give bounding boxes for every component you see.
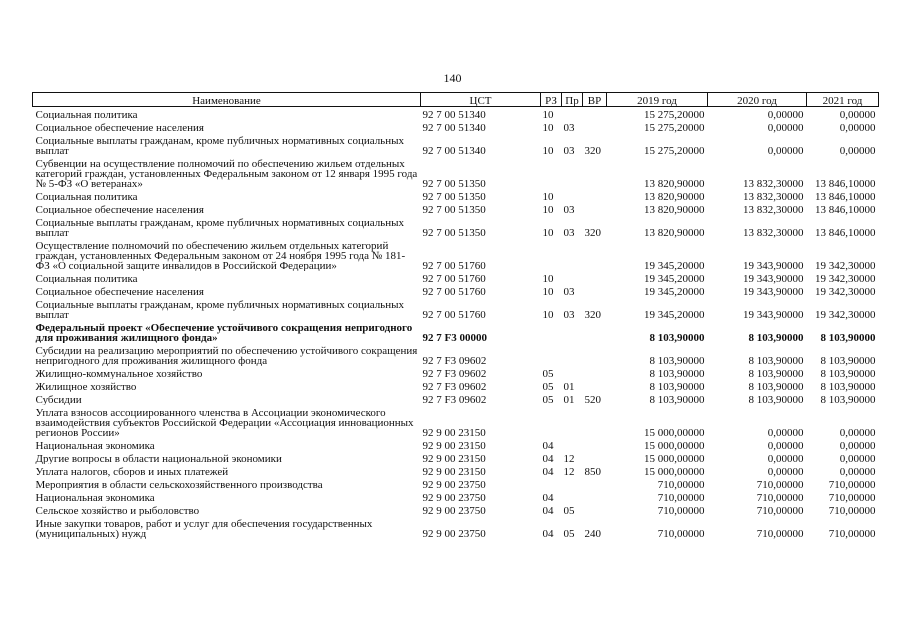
cell-name: Жилищно-коммунальное хозяйство [35, 368, 203, 379]
cell-2021: 13 846,10000 [815, 227, 876, 238]
cell-2019: 13 820,90000 [644, 204, 705, 215]
header-vr: ВР [583, 93, 607, 107]
cell-vr [583, 366, 607, 379]
cell-name: Социальная политика [35, 191, 138, 202]
cell-name: Осуществление полномочий по обеспечению жильем отдельных категорий граждан, установленных Федеральным законом от 24 ноября 1995 года № 181-ФЗ «О социальной защите инвалидов в Российской Федерации» [35, 240, 406, 271]
cell-2020: 19 343,90000 [743, 273, 804, 284]
cell-rz [541, 320, 562, 343]
cell-2019: 19 345,20000 [644, 286, 705, 297]
cell-rz [541, 477, 562, 490]
cell-2019: 15 275,20000 [644, 122, 705, 133]
cell-cst: 92 7 F3 09602 [422, 355, 487, 366]
cell-rz: 10 [542, 204, 554, 215]
cell-vr [583, 156, 607, 189]
cell-name: Уплата взносов ассоциированного членства в Ассоциации экономического взаимодействия субъектов Российской Федерации «Ассоциация инновационных регионов России» [35, 407, 414, 438]
cell-2020: 13 832,30000 [743, 227, 804, 238]
cell-pr [562, 405, 583, 438]
cell-pr [562, 156, 583, 189]
cell-pr: 05 [563, 505, 575, 516]
cell-vr [583, 320, 607, 343]
table-row [33, 343, 879, 366]
cell-2021: 710,00000 [828, 528, 876, 539]
table-header [33, 93, 879, 107]
cell-vr [583, 451, 607, 464]
cell-2019: 710,00000 [657, 528, 705, 539]
table-row [33, 156, 879, 189]
header-2021: 2021 год [807, 93, 879, 107]
cell-2019: 19 345,20000 [644, 309, 705, 320]
header-2019: 2019 год [607, 93, 708, 107]
cell-vr [583, 271, 607, 284]
table-row [33, 379, 879, 392]
cell-rz: 10 [542, 227, 554, 238]
cell-2020: 0,00000 [767, 122, 804, 133]
cell-2020: 710,00000 [756, 479, 804, 490]
cell-vr: 520 [584, 394, 601, 405]
cell-rz [541, 156, 562, 189]
cell-rz: 05 [542, 394, 554, 405]
cell-vr [583, 120, 607, 133]
cell-name: Субсидии [35, 394, 82, 405]
cell-vr [583, 477, 607, 490]
cell-2020: 710,00000 [756, 492, 804, 503]
header-name: Наименование [33, 93, 421, 107]
cell-name: Социальные выплаты гражданам, кроме публичных нормативных социальных выплат [35, 135, 404, 156]
cell-cst: 92 7 00 51340 [422, 122, 486, 133]
cell-vr: 320 [584, 309, 601, 320]
cell-vr: 320 [584, 145, 601, 156]
cell-cst: 92 9 00 23150 [422, 453, 486, 464]
cell-2020: 8 103,90000 [748, 332, 804, 343]
cell-pr [562, 477, 583, 490]
cell-name: Социальное обеспечение населения [35, 122, 204, 133]
cell-rz: 10 [542, 286, 554, 297]
table-body [33, 107, 879, 540]
cell-name: Мероприятия в области сельскохозяйственного производства [35, 479, 323, 490]
cell-cst: 92 7 00 51760 [422, 260, 486, 271]
cell-2020: 19 343,90000 [743, 260, 804, 271]
cell-2019: 13 820,90000 [644, 191, 705, 202]
cell-cst: 92 7 00 51340 [422, 109, 486, 120]
cell-2021: 8 103,90000 [820, 355, 876, 366]
table-row [33, 516, 879, 539]
cell-2021: 13 846,10000 [815, 178, 876, 189]
cell-2020: 8 103,90000 [748, 355, 804, 366]
cell-rz [541, 343, 562, 366]
cell-pr: 01 [563, 381, 575, 392]
cell-rz: 04 [542, 453, 554, 464]
cell-pr: 03 [563, 286, 575, 297]
cell-pr: 03 [563, 122, 575, 133]
cell-2019: 8 103,90000 [649, 381, 705, 392]
cell-name: Уплата налогов, сборов и иных платежей [35, 466, 229, 477]
cell-vr [583, 189, 607, 202]
cell-pr: 03 [563, 145, 575, 156]
table-row [33, 120, 879, 133]
table-row [33, 490, 879, 503]
header-pr: Пр [562, 93, 583, 107]
cell-2020: 13 832,30000 [743, 204, 804, 215]
cell-rz: 05 [542, 368, 554, 379]
cell-2021: 13 846,10000 [815, 204, 876, 215]
cell-vr [583, 107, 607, 121]
cell-pr: 03 [563, 227, 575, 238]
cell-cst: 92 7 F3 00000 [422, 332, 487, 343]
cell-rz: 04 [542, 492, 554, 503]
cell-cst: 92 9 00 23150 [422, 440, 486, 451]
table-row [33, 284, 879, 297]
cell-name: Социальное обеспечение населения [35, 204, 204, 215]
cell-2021: 19 342,30000 [815, 273, 876, 284]
cell-2021: 0,00000 [839, 145, 876, 156]
cell-2019: 19 345,20000 [644, 260, 705, 271]
table-row [33, 405, 879, 438]
cell-vr [583, 503, 607, 516]
cell-2020: 8 103,90000 [748, 368, 804, 379]
cell-rz: 04 [542, 440, 554, 451]
cell-2021: 8 103,90000 [820, 368, 876, 379]
cell-2020: 13 832,30000 [743, 178, 804, 189]
cell-2019: 8 103,90000 [649, 368, 705, 379]
table-row [33, 238, 879, 271]
cell-2019: 15 000,00000 [644, 427, 705, 438]
cell-2021: 19 342,30000 [815, 260, 876, 271]
cell-2019: 15 000,00000 [644, 453, 705, 464]
cell-name: Другие вопросы в области национальной экономики [35, 453, 282, 464]
cell-name: Социальная политика [35, 109, 138, 120]
cell-2020: 710,00000 [756, 505, 804, 516]
cell-pr: 12 [563, 453, 575, 464]
cell-2020: 8 103,90000 [748, 394, 804, 405]
cell-vr: 850 [584, 466, 601, 477]
cell-vr [583, 284, 607, 297]
cell-2019: 8 103,90000 [649, 355, 705, 366]
cell-cst: 92 7 00 51340 [422, 145, 486, 156]
cell-cst: 92 9 00 23750 [422, 492, 486, 503]
header-cst: ЦСТ [421, 93, 541, 107]
table-row [33, 392, 879, 405]
cell-2020: 0,00000 [767, 145, 804, 156]
cell-cst: 92 9 00 23750 [422, 479, 486, 490]
cell-2020: 19 343,90000 [743, 309, 804, 320]
cell-rz: 10 [542, 145, 554, 156]
cell-2020: 13 832,30000 [743, 191, 804, 202]
cell-vr [583, 238, 607, 271]
cell-name: Национальная экономика [35, 492, 155, 503]
cell-rz: 04 [542, 466, 554, 477]
cell-pr: 12 [563, 466, 575, 477]
cell-cst: 92 9 00 23750 [422, 528, 486, 539]
cell-2019: 13 820,90000 [644, 227, 705, 238]
cell-cst: 92 9 00 23150 [422, 427, 486, 438]
cell-pr: 05 [563, 528, 575, 539]
cell-rz: 05 [542, 381, 554, 392]
cell-2021: 13 846,10000 [815, 191, 876, 202]
cell-pr [562, 438, 583, 451]
cell-name: Федеральный проект «Обеспечение устойчивого сокращения непригодного для проживания жилищного фонда» [35, 322, 413, 343]
cell-pr [562, 366, 583, 379]
header-rz: РЗ [541, 93, 562, 107]
cell-2020: 0,00000 [767, 109, 804, 120]
cell-2020: 19 343,90000 [743, 286, 804, 297]
cell-rz: 10 [542, 273, 554, 284]
cell-2020: 710,00000 [756, 528, 804, 539]
cell-cst: 92 9 00 23150 [422, 466, 486, 477]
cell-vr [583, 379, 607, 392]
table-row [33, 451, 879, 464]
cell-cst: 92 7 00 51350 [422, 191, 486, 202]
cell-vr [583, 438, 607, 451]
cell-cst: 92 7 00 51760 [422, 309, 486, 320]
cell-pr: 03 [563, 204, 575, 215]
cell-2021: 0,00000 [839, 466, 876, 477]
cell-2019: 13 820,90000 [644, 178, 705, 189]
cell-2020: 0,00000 [767, 453, 804, 464]
cell-2021: 8 103,90000 [820, 332, 876, 343]
cell-2019: 710,00000 [657, 492, 705, 503]
cell-2019: 15 275,20000 [644, 145, 705, 156]
cell-2021: 19 342,30000 [815, 286, 876, 297]
cell-cst: 92 7 00 51760 [422, 273, 486, 284]
cell-2019: 8 103,90000 [649, 394, 705, 405]
cell-2021: 0,00000 [839, 109, 876, 120]
cell-vr [583, 490, 607, 503]
cell-cst: 92 7 F3 09602 [422, 368, 487, 379]
cell-cst: 92 9 00 23750 [422, 505, 486, 516]
cell-2019: 710,00000 [657, 479, 705, 490]
cell-cst: 92 7 00 51350 [422, 204, 486, 215]
table-row [33, 133, 879, 156]
cell-rz: 10 [542, 122, 554, 133]
cell-pr [562, 271, 583, 284]
cell-name: Социальные выплаты гражданам, кроме публичных нормативных социальных выплат [35, 217, 404, 238]
table-row [33, 297, 879, 320]
cell-name: Национальная экономика [35, 440, 155, 451]
cell-2021: 19 342,30000 [815, 309, 876, 320]
cell-pr [562, 343, 583, 366]
cell-pr [562, 238, 583, 271]
cell-name: Жилищное хозяйство [35, 381, 137, 392]
cell-cst: 92 7 00 51350 [422, 227, 486, 238]
table-row [33, 320, 879, 343]
cell-2021: 0,00000 [839, 440, 876, 451]
cell-pr [562, 490, 583, 503]
cell-rz [541, 238, 562, 271]
cell-2021: 710,00000 [828, 492, 876, 503]
cell-name: Социальное обеспечение населения [35, 286, 204, 297]
cell-name: Субвенции на осуществление полномочий по обеспечению жильем отдельных категорий граждан, установленных Федеральным законом от 12 января 1995 года № 5-ФЗ «О ветеранах» [35, 158, 418, 189]
cell-rz: 10 [542, 109, 554, 120]
cell-2021: 8 103,90000 [820, 381, 876, 392]
table-row [33, 438, 879, 451]
table-row [33, 271, 879, 284]
cell-2020: 0,00000 [767, 466, 804, 477]
cell-2021: 0,00000 [839, 453, 876, 464]
cell-vr [583, 202, 607, 215]
cell-pr [562, 107, 583, 121]
cell-2021: 710,00000 [828, 505, 876, 516]
cell-vr [583, 343, 607, 366]
cell-pr [562, 320, 583, 343]
table-row [33, 503, 879, 516]
cell-2021: 8 103,90000 [820, 394, 876, 405]
cell-pr [562, 189, 583, 202]
cell-pr: 01 [563, 394, 575, 405]
cell-2021: 0,00000 [839, 122, 876, 133]
cell-vr: 320 [584, 227, 601, 238]
cell-rz: 04 [542, 505, 554, 516]
cell-2020: 8 103,90000 [748, 381, 804, 392]
cell-cst: 92 7 00 51350 [422, 178, 486, 189]
cell-pr: 03 [563, 309, 575, 320]
cell-rz: 04 [542, 528, 554, 539]
table-row [33, 107, 879, 121]
budget-table [32, 92, 879, 539]
cell-2019: 15 000,00000 [644, 466, 705, 477]
cell-name: Социальная политика [35, 273, 138, 284]
cell-name: Иные закупки товаров, работ и услуг для обеспечения государственных (муниципальных) нужд [35, 518, 373, 539]
cell-2020: 0,00000 [767, 427, 804, 438]
header-2020: 2020 год [708, 93, 807, 107]
cell-rz: 10 [542, 309, 554, 320]
cell-2019: 15 275,20000 [644, 109, 705, 120]
table-row [33, 202, 879, 215]
cell-cst: 92 7 00 51760 [422, 286, 486, 297]
page-number: 140 [443, 71, 462, 85]
cell-2021: 710,00000 [828, 479, 876, 490]
cell-2019: 19 345,20000 [644, 273, 705, 284]
table-row [33, 189, 879, 202]
cell-2020: 0,00000 [767, 440, 804, 451]
table-row [33, 464, 879, 477]
cell-vr [583, 405, 607, 438]
cell-2019: 8 103,90000 [649, 332, 705, 343]
cell-cst: 92 7 F3 09602 [422, 394, 487, 405]
cell-rz: 10 [542, 191, 554, 202]
cell-name: Сельское хозяйство и рыболовство [35, 505, 200, 516]
table-row [33, 477, 879, 490]
cell-2021: 0,00000 [839, 427, 876, 438]
cell-cst: 92 7 F3 09602 [422, 381, 487, 392]
cell-rz [541, 405, 562, 438]
table-row [33, 215, 879, 238]
cell-name: Субсидии на реализацию мероприятий по обеспечению устойчивого сокращения непригодного для проживания жилищного фонда [35, 345, 418, 366]
table-row [33, 366, 879, 379]
cell-vr: 240 [584, 528, 601, 539]
cell-name: Социальные выплаты гражданам, кроме публичных нормативных социальных выплат [35, 299, 404, 320]
cell-2019: 15 000,00000 [644, 440, 705, 451]
cell-2019: 710,00000 [657, 505, 705, 516]
